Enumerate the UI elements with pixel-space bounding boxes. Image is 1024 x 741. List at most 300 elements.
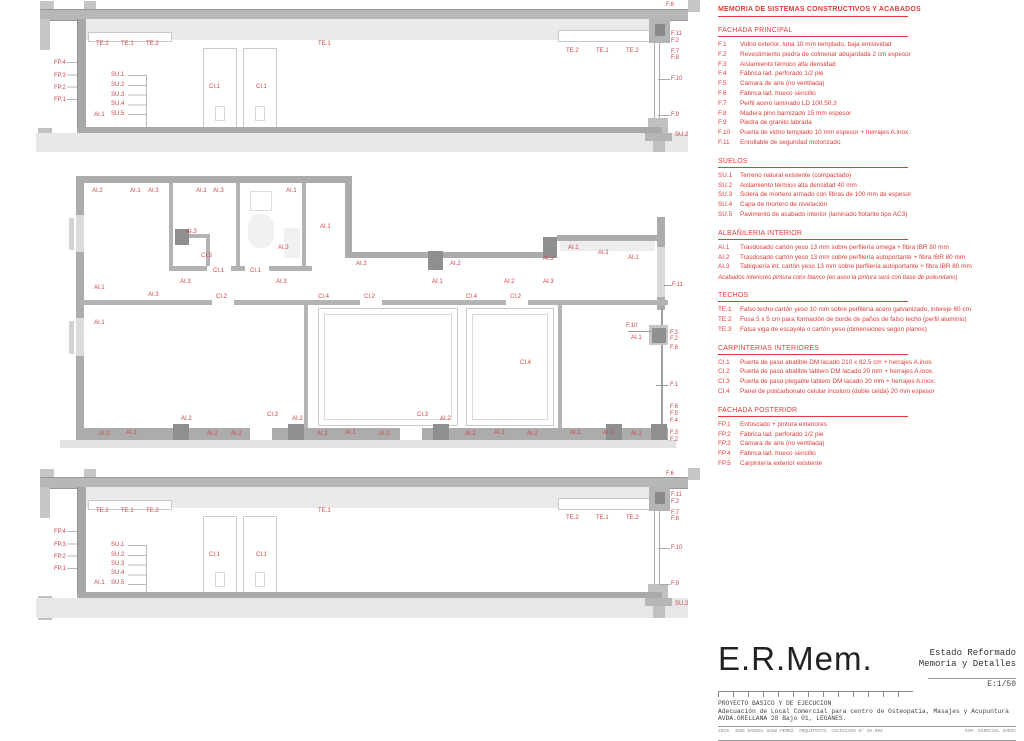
ref-label: AI.2	[99, 431, 110, 437]
legend-item-code: CI.2	[718, 368, 730, 376]
legend-item	[718, 253, 1018, 263]
ref-label: F.11	[672, 282, 683, 288]
legend-section-techos	[718, 292, 1018, 334]
ref-label: TE.2	[626, 515, 639, 521]
ref-label: F.11	[671, 492, 682, 498]
legend-section-title: FACHADA POSTERIOR	[718, 407, 908, 417]
window	[76, 318, 84, 356]
ref-label: F.8	[671, 516, 680, 522]
legend-item-desc: Cámara de aire (no ventilada)	[740, 80, 825, 88]
ref-label: TE.2	[566, 48, 579, 54]
legend-item-code: CI.4	[718, 387, 730, 395]
legend-item	[718, 60, 1018, 70]
ref-label: CI.5	[201, 253, 213, 259]
legend-item-code: SU.4	[718, 201, 733, 209]
pillar	[40, 487, 50, 518]
ref-label: SU.3	[111, 561, 125, 567]
wall	[304, 305, 308, 428]
footing	[653, 141, 665, 152]
door-opening	[250, 428, 272, 440]
legend-item-desc: Aislamiento térmico alta densidad	[740, 60, 836, 68]
legend-section-note: Acabados interiores pintura color blanco (en aseo la pintura será con base de poliuretano)	[718, 275, 958, 282]
legend-item	[718, 430, 1018, 440]
parapet	[40, 1, 54, 9]
legend-item	[718, 181, 1018, 191]
ref-label: SU.2	[111, 552, 125, 558]
legend-item	[718, 190, 1018, 200]
ref-label: F.11	[671, 31, 682, 37]
legend-item-code: F.2	[718, 50, 727, 58]
ref-label: AI.3	[276, 279, 287, 285]
legend-item	[718, 79, 1018, 89]
legend-item-desc: Falsa viga de escayola o cartón yeso (dimensiones según planos)	[740, 325, 927, 333]
legend-section-fachada-posterior	[718, 407, 1018, 469]
legend-item-code: F.5	[718, 80, 727, 88]
legend-item	[718, 138, 1018, 148]
wall	[169, 183, 173, 268]
legend-item-code: F.7	[718, 99, 727, 107]
legend-item	[718, 358, 1018, 368]
party-wall	[688, 468, 700, 480]
legend-item-code: FP.5	[718, 459, 731, 467]
legend-item-code: TE.2	[718, 315, 732, 323]
sheet-status-line2: Memoria y Detalles	[918, 659, 1016, 669]
legend-item-code: F.1	[718, 41, 727, 48]
ref-label: AI.1	[568, 245, 579, 251]
ref-label: CI.4	[466, 294, 478, 300]
ref-label: SU.2	[111, 82, 125, 88]
wall	[80, 176, 347, 183]
ref-label: AI.3	[213, 188, 224, 194]
fixture	[284, 228, 300, 258]
ref-label: AI.1	[196, 188, 207, 194]
legend-item-desc: Solera de mortero armado con fibras de 100 mm de espesor	[740, 191, 912, 199]
ref-label: SU.1	[111, 72, 125, 78]
ref-label: CI.2	[216, 294, 228, 300]
ceiling-recess	[558, 30, 652, 42]
ref-label: CI.1	[209, 84, 221, 90]
ref-label: AI.3	[543, 279, 554, 285]
wall	[77, 19, 86, 133]
ref-label: SU.2	[675, 132, 689, 138]
panel-room-inner	[324, 314, 452, 420]
leader-line	[658, 115, 670, 116]
leader-lines	[128, 75, 146, 117]
ref-label: TE.1	[318, 508, 331, 514]
ref-label: SU.5	[111, 580, 125, 586]
leader-line	[628, 331, 660, 332]
party-wall	[688, 0, 700, 12]
legend-item-desc: Enrollable de seguridad motorizado	[740, 138, 841, 146]
leader-line	[658, 79, 670, 80]
footing	[653, 606, 665, 618]
corner-block	[651, 424, 667, 440]
legend-item-desc: Fábrica lad. hueco sencillo	[740, 89, 816, 97]
ref-label: AI.1	[628, 255, 639, 261]
glass-front	[654, 511, 660, 588]
ref-label: F.4	[670, 418, 679, 424]
leader-lines	[67, 531, 77, 571]
door-handle	[255, 106, 265, 121]
ref-label: CI.4	[520, 360, 532, 366]
legend-item	[718, 387, 1018, 397]
ref-label: AI.1	[494, 430, 505, 436]
ref-label: AI.1	[603, 430, 614, 436]
legend-item-desc: Perfil acero laminado LD 100.50.3	[740, 99, 837, 107]
legend-item-code: AI.3	[718, 263, 730, 271]
legend-item-desc: Aislamiento térmico alta densidad 40 mm	[740, 181, 857, 189]
legend-item-desc: Cámara de aire (no ventilada)	[740, 440, 825, 448]
legend-item-desc: Revestimiento piedra de colmenar abujardada 2 cm espesor	[740, 50, 911, 58]
ref-label: SU.2	[675, 601, 689, 607]
legend-item-desc: Madera pino barnizado 15 mm espesor	[740, 109, 852, 117]
ref-label: AI.1	[598, 250, 609, 256]
ref-label: F.2	[670, 437, 679, 443]
wall	[236, 183, 240, 268]
legend-item-code: F.3	[718, 60, 727, 68]
ref-label: F.6	[666, 471, 675, 477]
ref-label: FP.4	[54, 529, 66, 535]
ref-label: TE.2	[566, 515, 579, 521]
ref-label: CI.3	[267, 412, 279, 418]
ref-label: TE.2	[146, 41, 159, 47]
legend-item-desc: Fábrica lad. perforado 1/2 pie	[740, 70, 824, 78]
legend-item	[718, 449, 1018, 459]
ref-label: F.9	[671, 112, 680, 118]
ref-label: F.7	[671, 49, 680, 55]
project-address: AVDA.ORELLANA 28 Bajo 01, LEGANES.	[718, 715, 847, 723]
legend-item-code: SU.1	[718, 171, 733, 179]
legend-item-code: SU.5	[718, 210, 733, 218]
ref-label: F.10	[671, 76, 683, 82]
ref-label: TE.1	[121, 508, 134, 514]
legend-item-desc: Fábrica lad. perforado 1/2 pie	[740, 430, 824, 438]
legend-item-code: F.9	[718, 119, 727, 127]
title-block-header	[718, 642, 1016, 676]
legend-section-title: FACHADA PRINCIPAL	[718, 27, 908, 37]
legend-section-title: TECHOS	[718, 292, 908, 302]
leader-line	[146, 545, 147, 592]
ref-label: CI.4	[318, 294, 330, 300]
door-handle	[215, 572, 225, 587]
pillar	[40, 19, 50, 50]
ref-label: F.8	[670, 345, 679, 351]
insulation-strip	[645, 133, 672, 141]
ref-label: FP.1	[54, 97, 66, 103]
leader-lines	[67, 62, 77, 102]
parapet	[84, 1, 96, 9]
door-opening	[400, 428, 422, 440]
legend-section-suelos	[718, 158, 1018, 220]
ref-label: F.10	[626, 323, 638, 329]
legend-item	[718, 243, 1018, 253]
legend-item-desc: Enfoscado + pintura exteriores	[740, 420, 827, 428]
parapet	[84, 469, 96, 477]
wall	[302, 183, 306, 268]
ground	[36, 598, 688, 618]
legend-item	[718, 377, 1018, 387]
title-block	[718, 642, 1016, 741]
ref-label: F.2	[671, 38, 680, 44]
ref-label: FP.3	[54, 542, 66, 548]
ref-label: AI.1	[432, 279, 443, 285]
ref-label: F.10	[671, 545, 683, 551]
ref-label: AI.2	[292, 416, 303, 422]
window	[657, 247, 665, 297]
legend-item-desc: Puerta de vidrio templado 10 mm espesor + herrajes A.inox.	[740, 129, 910, 137]
legend-item	[718, 69, 1018, 79]
legend-item-desc: Fábrica lad. hueco sencillo	[740, 450, 816, 458]
ref-label: CI.1	[213, 268, 225, 274]
ref-label: TE.2	[146, 508, 159, 514]
ref-label: AI.1	[345, 430, 356, 436]
ref-label: AI.1	[320, 224, 331, 230]
ref-label: F.3	[670, 330, 679, 336]
ref-label: AI.2	[356, 261, 367, 267]
leader-lines	[128, 545, 146, 587]
ref-label: AI.2	[231, 431, 242, 437]
ref-label: TE.1	[318, 41, 331, 47]
legend-item-code: F.8	[718, 109, 727, 117]
fixture-tub	[248, 214, 274, 248]
legend-item-desc: Pavimento de acabado interior (laminado flotante tipo AC3)	[740, 210, 908, 218]
legend-section-title: SUELOS	[718, 158, 908, 168]
legend-item-code: FP.3	[718, 440, 731, 448]
wall	[558, 305, 562, 428]
ref-label: AI.2	[317, 431, 328, 437]
pilaster	[428, 251, 443, 270]
ref-label: AI.2	[504, 279, 515, 285]
legend-item-code: CI.1	[718, 358, 730, 366]
legend-section-title: ALBAÑILERIA INTERIOR	[718, 230, 908, 240]
leader-line	[658, 584, 670, 585]
ref-label: CI.1	[250, 268, 262, 274]
ref-label: TE.2	[96, 41, 109, 47]
ref-label: AI.3	[180, 279, 191, 285]
legend-item-code: AI.2	[718, 253, 730, 261]
legend-item-desc: Fosa 5 x 5 cm para formación de borde de paños de falso techo (perfil aluminio)	[740, 315, 967, 323]
fixture-square	[250, 191, 272, 211]
scale-ruler	[718, 691, 913, 697]
ref-label: CI.1	[256, 84, 268, 90]
ref-label: AI.1	[130, 188, 141, 194]
legend-item-code: CI.3	[718, 378, 730, 386]
legend-item	[718, 89, 1018, 99]
legend-item-desc: Puerta de paso abatible tablero DM lacado 20 mm + herrajes A.inox.	[740, 368, 934, 376]
legend-item	[718, 420, 1018, 430]
sheet-status	[919, 648, 1016, 670]
legend-item-code: F.4	[718, 70, 727, 78]
legend-item	[718, 305, 1018, 315]
legend-item-code: F.6	[718, 89, 727, 97]
ref-label: AI.2	[465, 431, 476, 437]
sheet-scale: E:1/50	[928, 678, 1016, 689]
ref-label: F.1	[670, 382, 679, 388]
roller-box-core	[655, 24, 665, 36]
legend-item-desc: Puerta de paso plegable tablero DM lacado 20 mm + herrajes A.inox.	[740, 378, 936, 386]
wall	[169, 266, 312, 271]
legend-item	[718, 210, 1018, 220]
legend-item	[718, 50, 1018, 60]
legend-item-desc: Carpintería exterior existente	[740, 459, 823, 467]
legend-item	[718, 459, 1018, 469]
legend-item-code: AI.1	[718, 243, 730, 251]
ref-label: CI.1	[256, 552, 268, 558]
wall	[345, 176, 352, 258]
insulation-strip	[645, 598, 672, 606]
sheet-status-line1: Estado Reformado	[929, 648, 1016, 658]
legend-item-code: SU.2	[718, 181, 733, 189]
ref-label: CI.1	[209, 552, 221, 558]
ref-label: F.2	[670, 336, 679, 342]
legend-item-desc: Trasdosado cartón yeso 13 mm sobre perfilería autoportante + fibra IBR 80 mm	[740, 253, 966, 261]
legend-item-desc: Vidrio exterior, luna 10 mm templado, baja emisividad	[740, 41, 892, 48]
leader-line	[664, 285, 672, 286]
leader-line	[656, 385, 668, 386]
wall	[77, 487, 86, 598]
ref-label: F.8	[671, 55, 680, 61]
ref-label: AI.2	[181, 416, 192, 422]
ceiling-recess	[558, 498, 652, 510]
legend-section-carpinterias-interiores	[718, 345, 1018, 397]
ref-label: TE.2	[96, 508, 109, 514]
ref-label: F.9	[671, 581, 680, 587]
ref-label: AI.1	[126, 430, 137, 436]
ref-label: AI.2	[527, 431, 538, 437]
footer-right-note: COM. ESPECIAL ZARZA	[964, 728, 1016, 734]
legend-section-albanileria-interior	[718, 230, 1018, 282]
legend-item	[718, 99, 1018, 109]
legend-item-desc: Panel de policarbonato celular incoloro (doble celda) 20 mm espesor	[740, 387, 935, 395]
legend-item-code: F.11	[718, 138, 730, 146]
ref-label: AI.3	[148, 188, 159, 194]
radiator	[69, 218, 74, 250]
ref-label: SU.4	[111, 570, 125, 576]
ref-label: F.6	[666, 2, 675, 8]
ref-label: TE.2	[626, 48, 639, 54]
legend-item-desc: Puerta de paso abatible DM lacado 210 x 82.5 cm + herrajes A.inox.	[740, 358, 934, 366]
legend-item-desc: Trasdosado cartón yeso 13 mm sobre perfilería omega + fibra IBR 80 mm	[740, 243, 949, 251]
sheet-code: E.R.Mem.	[718, 640, 873, 677]
legend-item-desc: Terreno natural existente (compactado)	[740, 171, 852, 179]
ref-label: F.6	[670, 404, 679, 410]
sidewalk	[60, 440, 676, 448]
radiator	[69, 321, 74, 354]
ref-label: AI.3	[278, 245, 289, 251]
door-handle	[215, 106, 225, 121]
legend-item-code: FP.4	[718, 450, 731, 458]
ref-label: CI.2	[510, 294, 522, 300]
ref-label: AI.2	[207, 431, 218, 437]
ref-label: FP.2	[54, 554, 66, 560]
ref-label: TE.1	[596, 48, 609, 54]
legend-item-code: TE.3	[718, 325, 732, 333]
ref-label: AI.2	[379, 431, 390, 437]
legend-title: MEMORIA DE SISTEMAS CONSTRUCTIVOS Y ACABADOS	[718, 6, 908, 17]
legend-item	[718, 171, 1018, 181]
leader-line	[146, 75, 147, 127]
project-info	[718, 700, 1016, 723]
ref-label: AI.2	[440, 416, 451, 422]
legend-item-desc: Tabiquería int. cartón yeso 13 mm sobre perfilería autoportante + fibra IBR 80 mm	[740, 263, 972, 271]
legend-item	[718, 128, 1018, 138]
ref-label: CI.2	[364, 294, 376, 300]
title-block-footer	[718, 726, 1016, 741]
ref-label: AI.1	[94, 285, 105, 291]
legend-item-code: FP.1	[718, 420, 731, 428]
ref-label: F.2	[671, 499, 680, 505]
ref-label: AI.1	[631, 335, 642, 341]
legend-item	[718, 325, 1018, 335]
ref-label: SU.3	[111, 92, 125, 98]
ref-label: F.5	[670, 411, 679, 417]
ref-label: AI.1	[94, 580, 105, 586]
legend-item	[718, 118, 1018, 128]
glass-front	[654, 43, 660, 120]
ref-label: FP.1	[54, 566, 66, 572]
ref-label: TE.1	[121, 41, 134, 47]
legend-item	[718, 439, 1018, 449]
legend-item-code: SU.3	[718, 191, 733, 199]
ground	[36, 133, 688, 152]
ref-label: AI.3	[543, 256, 554, 262]
project-type: PROYECTO BASICO Y DE EJECUCION	[718, 700, 832, 707]
ref-label: AI.1	[631, 431, 642, 437]
legend-item	[718, 315, 1018, 325]
window	[76, 215, 84, 252]
ref-label: AI.3	[148, 292, 159, 298]
ref-label: SU.4	[111, 101, 125, 107]
ref-label: F.7	[671, 510, 680, 516]
legend-item	[718, 200, 1018, 210]
pilaster	[543, 237, 557, 258]
legend-section-title: CARPINTERIAS INTERIORES	[718, 345, 908, 355]
legend-item-code: TE.1	[718, 306, 732, 314]
legend-item-desc: Piedra de granito labrada	[740, 119, 812, 127]
ref-label: CI.3	[417, 412, 429, 418]
legend-section-fachada-principal	[718, 27, 1018, 148]
panel-room-inner	[472, 314, 548, 420]
legend-item	[718, 109, 1018, 119]
ref-label: TE.1	[596, 515, 609, 521]
door-handle	[255, 572, 265, 587]
legend-item	[718, 367, 1018, 377]
ref-label: FP.4	[54, 60, 66, 66]
legend	[718, 6, 1018, 469]
ref-label: AI.1	[94, 320, 105, 326]
ref-label: AI.2	[450, 261, 461, 267]
ref-label: FP.2	[54, 85, 66, 91]
ref-label: AI.1	[286, 188, 297, 194]
ref-label: AI.3	[186, 229, 197, 235]
legend-item-desc: Capa de mortero de nivelación	[740, 201, 828, 209]
ref-label: AI.2	[92, 188, 103, 194]
ref-label: SU.1	[111, 542, 125, 548]
ref-label: F.3	[670, 430, 679, 436]
project-description: Adecuación de Local Comercial para centro de Osteopatía, Masajes y Acupuntura	[718, 707, 1009, 715]
legend-item-code: FP.2	[718, 430, 731, 438]
leader-line	[658, 548, 670, 549]
legend-item-desc: Falso techo cartón yeso 10 mm sobre perfilería acero galvanizado, intereje 60 cm	[740, 306, 971, 314]
parapet	[40, 469, 54, 477]
ref-label: SU.5	[111, 111, 125, 117]
ref-label: FP.3	[54, 73, 66, 79]
wall	[352, 252, 543, 258]
legend-item	[718, 40, 1018, 50]
legend-item	[718, 262, 1018, 272]
architect-credit: 2010. JOSE DANIEL SANZ PEREZ. ARQUITECTO. COLEGIADO Nº 18.002	[718, 728, 883, 734]
ref-label: AI.1	[94, 112, 105, 118]
